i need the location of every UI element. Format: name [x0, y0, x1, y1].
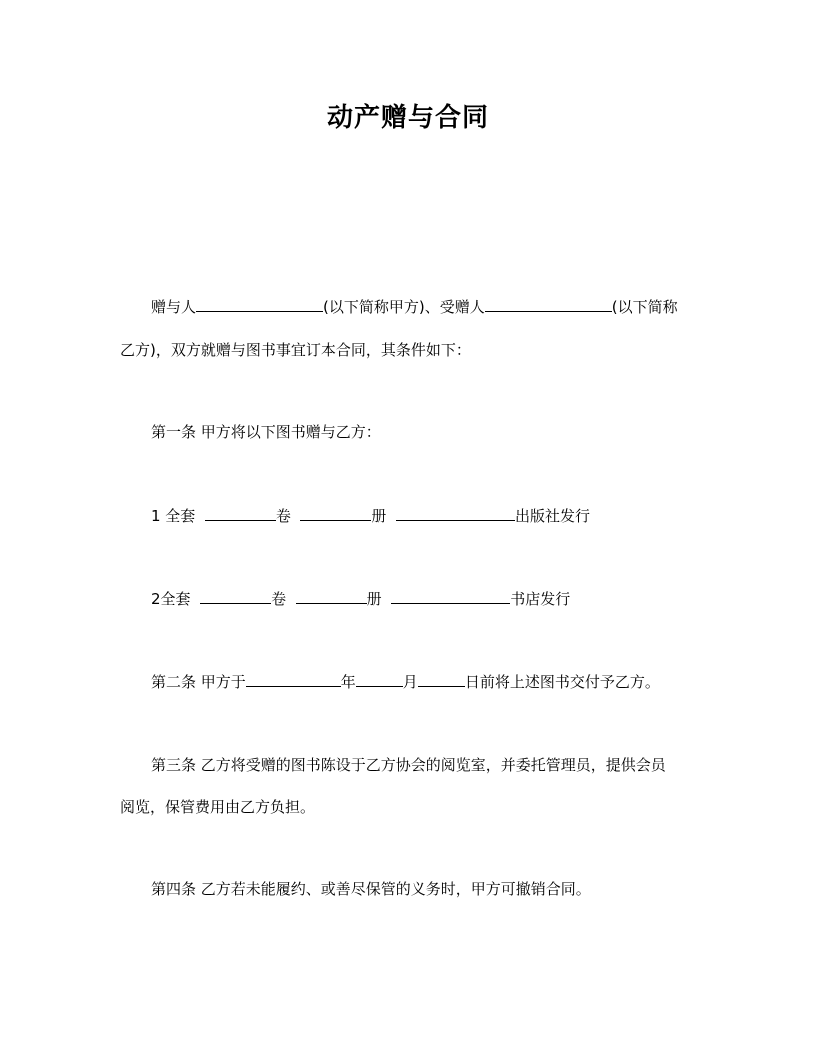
donor-blank	[196, 297, 323, 312]
article-4: 第四条 乙方若未能履约、或善尽保管的义务时，甲方可撤销合同。	[151, 880, 591, 898]
intro-line-2: 乙方)，双方就赠与图书事宜订本合同，其条件如下：	[120, 341, 471, 359]
document-title: 动产赠与合同	[326, 103, 489, 133]
article-3-line-2: 阅览，保管费用由乙方负担。	[120, 798, 316, 816]
article-2-prefix: 第二条 甲方于	[151, 673, 246, 691]
item-1-publisher-blank	[396, 506, 515, 521]
donor-label: 赠与人	[151, 298, 197, 316]
article-1-heading: 第一条 甲方将以下图书赠与乙方：	[151, 423, 381, 441]
item-2-prefix: 2全套	[151, 590, 191, 608]
item-1-prefix: 1 全套	[151, 507, 196, 525]
intro-line-1	[151, 297, 678, 317]
item-2-book-blank	[296, 589, 367, 604]
donor-suffix: (以下简称甲方)、受赠人	[323, 298, 485, 316]
article-1-item-2	[151, 589, 570, 609]
year-blank	[246, 672, 341, 687]
item-1-volume-blank	[205, 506, 276, 521]
month-label: 月	[402, 673, 418, 691]
day-blank	[418, 672, 465, 687]
item-1-book-blank	[300, 506, 371, 521]
article-1-item-1	[151, 506, 590, 526]
donee-blank	[485, 297, 612, 312]
donee-suffix: (以下简称	[611, 298, 678, 316]
item-1-volume-label: 卷	[275, 507, 291, 525]
item-2-book-label: 册	[366, 590, 382, 608]
item-1-publisher-label: 出版社发行	[514, 507, 590, 525]
item-2-volume-label: 卷	[271, 590, 287, 608]
article-2-suffix: 日前将上述图书交付予乙方。	[464, 673, 660, 691]
item-2-store-label: 书店发行	[510, 590, 571, 608]
item-2-volume-blank	[200, 589, 271, 604]
month-blank	[356, 672, 403, 687]
item-2-store-blank	[391, 589, 510, 604]
article-3-line-1: 第三条 乙方将受赠的图书陈设于乙方协会的阅览室，并委托管理员，提供会员	[151, 756, 666, 774]
year-label: 年	[340, 673, 356, 691]
item-1-book-label: 册	[371, 507, 387, 525]
article-2	[151, 672, 660, 692]
